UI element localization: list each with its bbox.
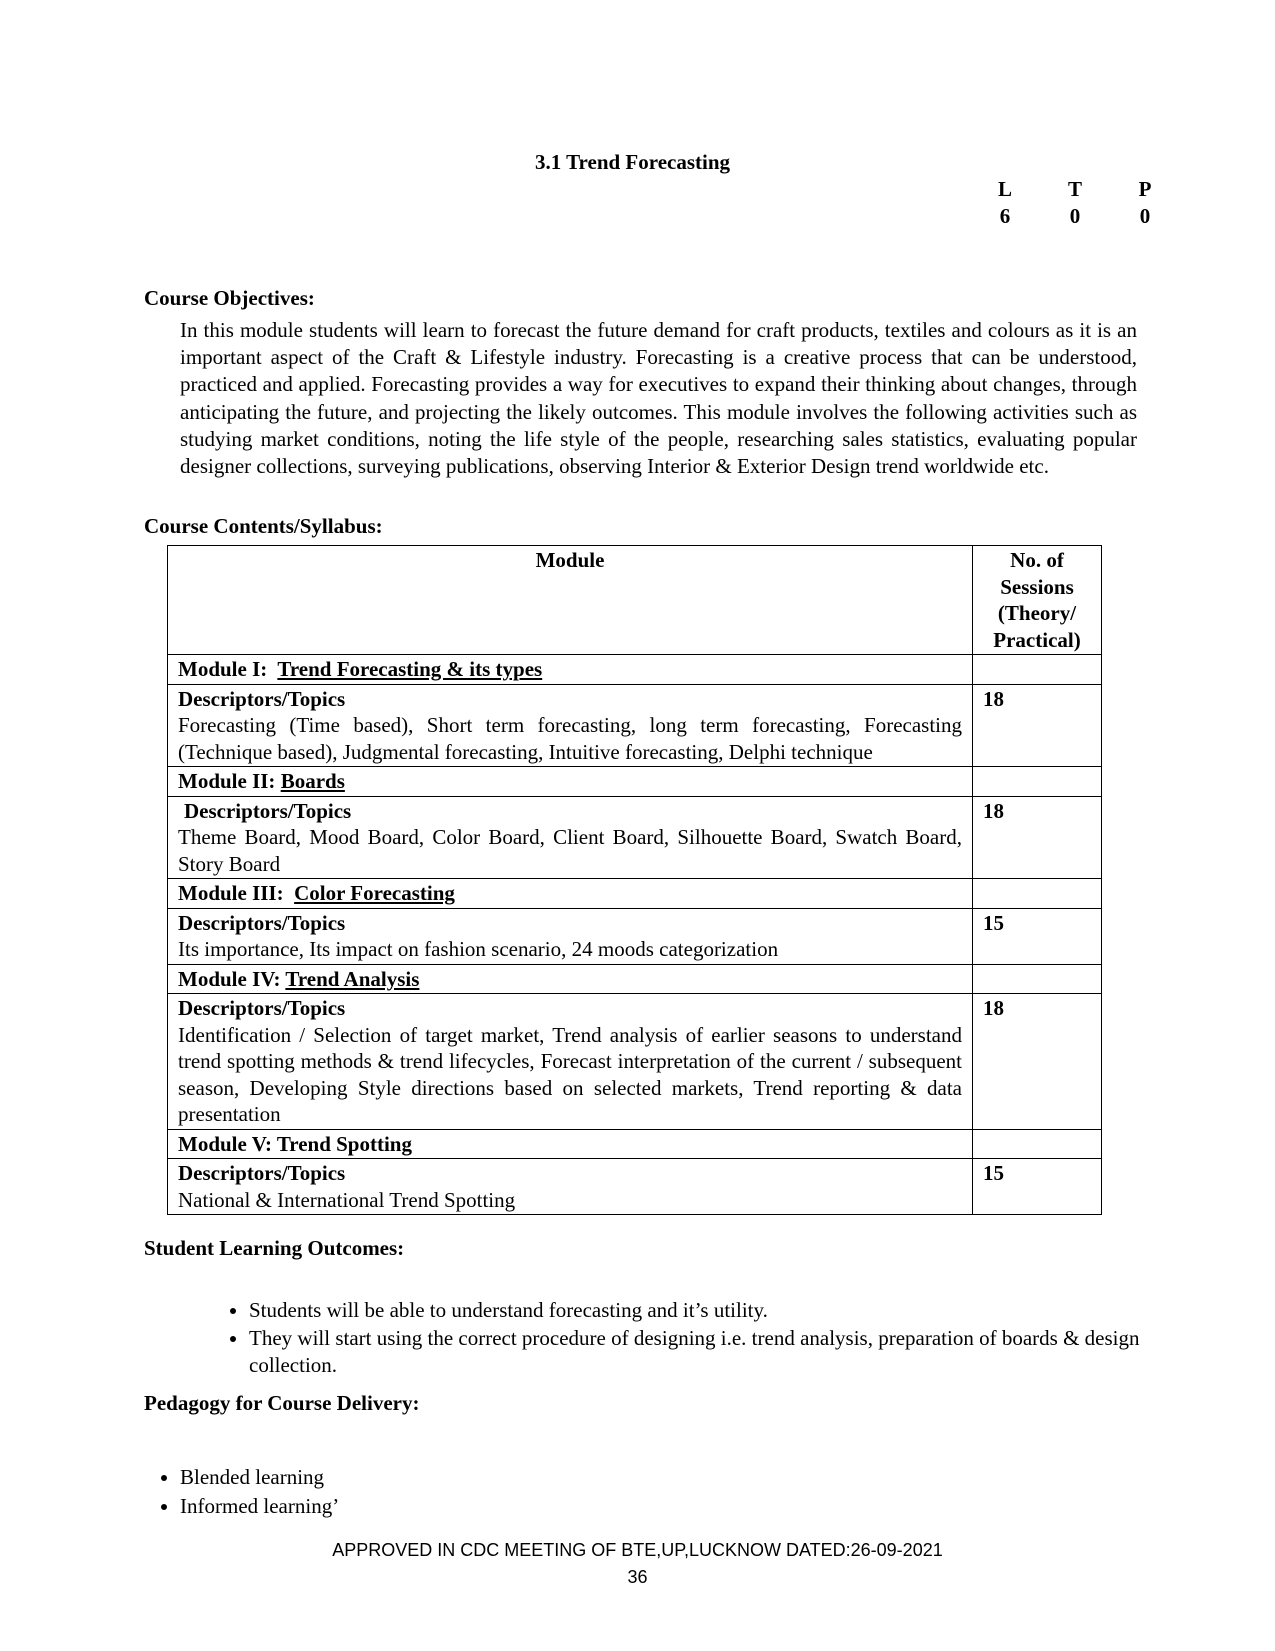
sessions-column-header: No. of Sessions (Theory/ Practical) bbox=[973, 546, 1102, 655]
descriptor-row bbox=[168, 684, 1102, 767]
descriptor-cell bbox=[168, 1159, 973, 1215]
descriptor-cell bbox=[168, 908, 973, 964]
module-row bbox=[168, 1129, 1102, 1159]
pedagogy-item: • Blended learning bbox=[180, 1463, 339, 1492]
descriptor-row bbox=[168, 994, 1102, 1130]
module-title bbox=[168, 655, 973, 685]
descriptor-label: Descriptors/Topics bbox=[178, 996, 346, 1020]
page-title: 3.1 Trend Forecasting bbox=[534, 150, 731, 174]
module-sessions-empty bbox=[973, 655, 1102, 685]
module-row bbox=[168, 655, 1102, 685]
pedagogy-heading: Pedagogy for Course Delivery: bbox=[144, 1391, 420, 1415]
descriptor-text: Forecasting (Time based), Short term forecasting, long term forecasting, Forecasting (Technique based), Judgmental forecasting, Intuitive forecasting, Delphi technique bbox=[178, 713, 962, 764]
module-sessions-empty bbox=[973, 964, 1102, 994]
module-name: Trend Forecasting & its types bbox=[277, 657, 543, 681]
ltp-value-t: 0 bbox=[1069, 204, 1081, 228]
module-prefix: Module IV: bbox=[178, 966, 281, 991]
descriptor-cell bbox=[168, 684, 973, 767]
module-row bbox=[168, 767, 1102, 797]
session-count: 18 bbox=[973, 684, 1102, 767]
ltp-value-p: 0 bbox=[1139, 204, 1151, 228]
ltp-header-t: T bbox=[1067, 177, 1082, 201]
outcomes-list bbox=[215, 1297, 1174, 1380]
ltp-header-p: P bbox=[1138, 177, 1152, 201]
approval-note: APPROVED IN CDC MEETING OF BTE,UP,LUCKNOW DATED:26-09-2021 bbox=[332, 1540, 943, 1560]
descriptor-label: Descriptors/Topics bbox=[184, 798, 352, 823]
ltp-value-row bbox=[970, 203, 1180, 230]
pedagogy-list bbox=[146, 1463, 339, 1521]
descriptor-text: Identification / Selection of target market, Trend analysis of earlier seasons to understand trend spotting methods & trend lifecycles, Forecast interpretation of the current / subsequent season, Developing Style directions based on selected markets, Trend reporting & data presentation bbox=[178, 1022, 962, 1126]
descriptor-cell bbox=[168, 796, 973, 879]
syllabus-table bbox=[167, 545, 1102, 1215]
module-title bbox=[168, 1129, 973, 1159]
syllabus-header-row bbox=[168, 546, 1102, 655]
descriptor-row bbox=[168, 908, 1102, 964]
outcomes-heading: Student Learning Outcomes: bbox=[144, 1236, 405, 1260]
descriptor-text: National & International Trend Spotting bbox=[178, 1187, 516, 1212]
descriptor-label: Descriptors/Topics bbox=[178, 910, 346, 935]
module-title bbox=[168, 879, 973, 909]
session-count: 15 bbox=[973, 1159, 1102, 1215]
outcome-item: • They will start using the correct procedure of designing i.e. trend analysis, preparation of boards & design collection. bbox=[249, 1325, 1174, 1380]
module-row bbox=[168, 964, 1102, 994]
page-footer bbox=[0, 1537, 1275, 1591]
objectives-heading: Course Objectives: bbox=[144, 286, 315, 310]
module-sessions-empty bbox=[973, 879, 1102, 909]
ltp-header-row bbox=[970, 176, 1180, 203]
descriptor-label: Descriptors/Topics bbox=[178, 686, 346, 711]
syllabus-heading: Course Contents/Syllabus: bbox=[144, 514, 383, 538]
module-name: Boards bbox=[280, 769, 345, 793]
module-prefix: Module I: bbox=[178, 657, 268, 681]
objectives-text: In this module students will learn to forecast the future demand for craft products, textiles and colours as it is an important aspect of the Craft & Lifestyle industry. Forecasting is a creative process that can be understood, practiced and applied. Forecasting provides a way for executives to expand their thinking about changes, through anticipating the future, and projecting the likely outcomes. This module involves the following activities such as studying market conditions, noting the life style of the people, researching sales statistics, evaluating popular designer collections, surveying publications, observing Interior & Exterior Design trend worldwide etc. bbox=[180, 318, 1137, 479]
descriptor-text: Theme Board, Mood Board, Color Board, Client Board, Silhouette Board, Swatch Board, Story Board bbox=[178, 825, 962, 876]
module-row bbox=[168, 879, 1102, 909]
page-number: 36 bbox=[627, 1567, 648, 1587]
module-sessions-empty bbox=[973, 1129, 1102, 1159]
module-name: Trend Analysis bbox=[285, 966, 420, 991]
module-prefix: Module II: bbox=[178, 769, 276, 793]
module-prefix: Module III: bbox=[178, 881, 284, 905]
module-name: Trend Spotting bbox=[276, 1131, 412, 1156]
descriptor-label: Descriptors/Topics bbox=[178, 1161, 346, 1185]
ltp-value-l: 6 bbox=[999, 204, 1011, 228]
session-count: 18 bbox=[973, 796, 1102, 879]
pedagogy-item: • Informed learning’ bbox=[180, 1492, 339, 1521]
module-name: Color Forecasting bbox=[294, 881, 455, 905]
descriptor-row bbox=[168, 1159, 1102, 1215]
module-title bbox=[168, 964, 973, 994]
ltp-header-l: L bbox=[997, 177, 1012, 201]
descriptor-row bbox=[168, 796, 1102, 879]
outcome-item: • Students will be able to understand forecasting and it’s utility. bbox=[249, 1297, 1174, 1325]
module-sessions-empty bbox=[973, 767, 1102, 797]
ltp-table bbox=[970, 176, 1180, 230]
session-count: 18 bbox=[973, 994, 1102, 1130]
descriptor-cell bbox=[168, 994, 973, 1130]
module-prefix: Module V: bbox=[178, 1131, 272, 1156]
descriptor-text: Its importance, Its impact on fashion scenario, 24 moods categorization bbox=[178, 937, 779, 961]
session-count: 15 bbox=[973, 908, 1102, 964]
module-column-header: Module bbox=[168, 546, 973, 655]
module-title bbox=[168, 767, 973, 797]
